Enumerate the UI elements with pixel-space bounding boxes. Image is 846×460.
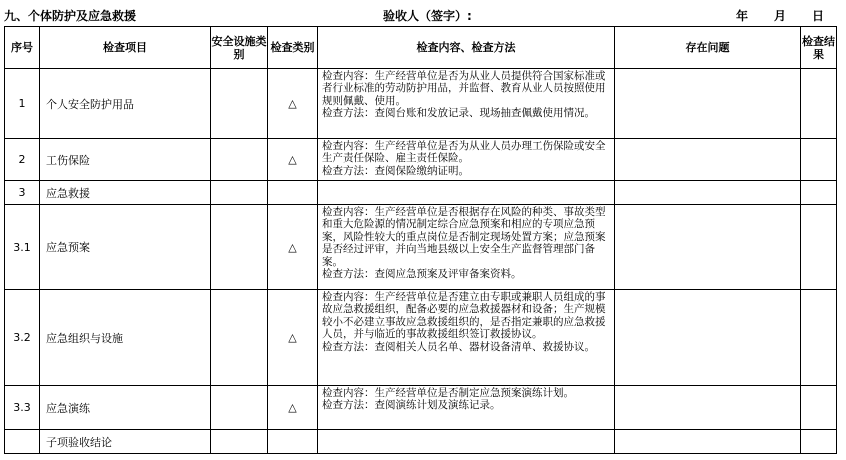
- date-year-label: 年: [736, 9, 749, 23]
- document-header: [0, 0, 846, 26]
- row-result-cell: [801, 181, 837, 205]
- row-number-cell: 2: [5, 139, 40, 181]
- row-issues-cell: [615, 181, 801, 205]
- row-check-category-cell: △: [268, 69, 318, 139]
- row-result-cell: [801, 139, 837, 181]
- row-result-cell: [801, 69, 837, 139]
- row-check-category-cell: △: [268, 139, 318, 181]
- row-number-cell: 3.2: [5, 290, 40, 386]
- row-issues-cell: [615, 205, 801, 290]
- row-item-cell: 工伤保险: [40, 139, 211, 181]
- section-title: 九、个体防护及应急救援: [4, 9, 137, 23]
- row-number-cell: 3.1: [5, 205, 40, 290]
- table-row: [5, 69, 837, 139]
- col-header-item: 检查项目: [40, 27, 211, 69]
- row-number-cell: 1: [5, 69, 40, 139]
- row-number-cell: 3: [5, 181, 40, 205]
- check-content-line: 检查内容：生产经营单位是否根据存在风险的种类、事故类型和重大危险源的情况制定综合应急预案和相应的专项应急预案，风险性较大的重点岗位是否制定现场处置方案；应急预案是否经过评审，并向当地县级以上安全生产监督管理部门备案。: [322, 206, 606, 268]
- check-content-line: 检查方法：查阅相关人员名单、器材设备清单、救援协议。: [322, 340, 595, 353]
- table-row: [5, 430, 837, 454]
- row-result-cell: [801, 205, 837, 290]
- row-check-content-cell: [318, 386, 615, 430]
- acceptor-signature-label: 验收人（签字）:: [383, 9, 472, 23]
- row-check-category-cell: [268, 430, 318, 454]
- table-row: [5, 205, 837, 290]
- row-issues-cell: [615, 139, 801, 181]
- date-month-label: 月: [774, 9, 787, 23]
- check-content-line: 检查内容：生产经营单位是否建立由专职或兼职人员组成的事故应急救援组织，配备必要的应急救援器材和设备；生产规模较小不必建立事故应急救援组织的，是否指定兼职的应急救援人员，并与临近的事故救援组织签订救援协议。: [322, 291, 606, 341]
- row-result-cell: [801, 430, 837, 454]
- row-facility-type-cell: [211, 205, 268, 290]
- row-facility-type-cell: [211, 139, 268, 181]
- col-header-check-content: 检查内容、检查方法: [318, 27, 615, 69]
- row-item-cell: 子项验收结论: [40, 430, 211, 454]
- row-result-cell: [801, 386, 837, 430]
- row-facility-type-cell: [211, 181, 268, 205]
- table-row: [5, 181, 837, 205]
- row-check-category-cell: △: [268, 386, 318, 430]
- row-facility-type-cell: [211, 69, 268, 139]
- check-content-line: 检查方法：查阅台账和发放记录、现场抽查佩戴使用情况。: [322, 107, 595, 120]
- check-content-line: 检查方法：查阅保险缴纳证明。: [322, 164, 469, 177]
- row-check-category-cell: △: [268, 290, 318, 386]
- table-row: [5, 386, 837, 430]
- row-issues-cell: [615, 386, 801, 430]
- row-item-cell: 应急救援: [40, 181, 211, 205]
- row-item-cell: 应急演练: [40, 386, 211, 430]
- row-check-content-cell: [318, 139, 615, 181]
- check-content-line: 检查内容：生产经营单位是否为从业人员办理工伤保险或安全生产责任保险、雇主责任保险。: [322, 140, 606, 165]
- row-number-cell: 3.3: [5, 386, 40, 430]
- row-issues-cell: [615, 430, 801, 454]
- row-issues-cell: [615, 290, 801, 386]
- check-content-line: 检查内容：生产经营单位是否为从业人员提供符合国家标准或者行业标准的劳动防护用品，并监督、教育从业人员按照使用规则佩戴、使用。: [322, 70, 606, 107]
- row-item-cell: 个人安全防护用品: [40, 69, 211, 139]
- col-header-check-category: 检查类别: [268, 27, 318, 69]
- check-content-line: 检查方法：查阅演练计划及演练记录。: [322, 399, 501, 412]
- row-result-cell: [801, 290, 837, 386]
- row-check-content-cell: [318, 205, 615, 290]
- table-row: [5, 139, 837, 181]
- row-facility-type-cell: [211, 430, 268, 454]
- row-number-cell: [5, 430, 40, 454]
- row-check-content-cell: [318, 181, 615, 205]
- col-header-result: 检查结果: [801, 27, 837, 69]
- row-check-category-cell: [268, 181, 318, 205]
- row-item-cell: 应急预案: [40, 205, 211, 290]
- col-header-facility-type: 安全设施类别: [211, 27, 268, 69]
- date-day-label: 日: [812, 9, 825, 23]
- inspection-table: [4, 26, 837, 454]
- row-check-content-cell: [318, 69, 615, 139]
- row-check-content-cell: [318, 290, 615, 386]
- col-header-issues: 存在问题: [615, 27, 801, 69]
- table-row: [5, 290, 837, 386]
- row-check-category-cell: △: [268, 205, 318, 290]
- row-check-content-cell: [318, 430, 615, 454]
- check-content-line: 检查内容：生产经营单位是否制定应急预案演练计划。: [322, 387, 574, 399]
- check-content-line: 检查方法：查阅应急预案及评审备案资料。: [322, 268, 522, 281]
- row-item-cell: 应急组织与设施: [40, 290, 211, 386]
- col-header-no: 序号: [5, 27, 40, 69]
- row-facility-type-cell: [211, 386, 268, 430]
- row-facility-type-cell: [211, 290, 268, 386]
- row-issues-cell: [615, 69, 801, 139]
- table-header-row: [5, 27, 837, 69]
